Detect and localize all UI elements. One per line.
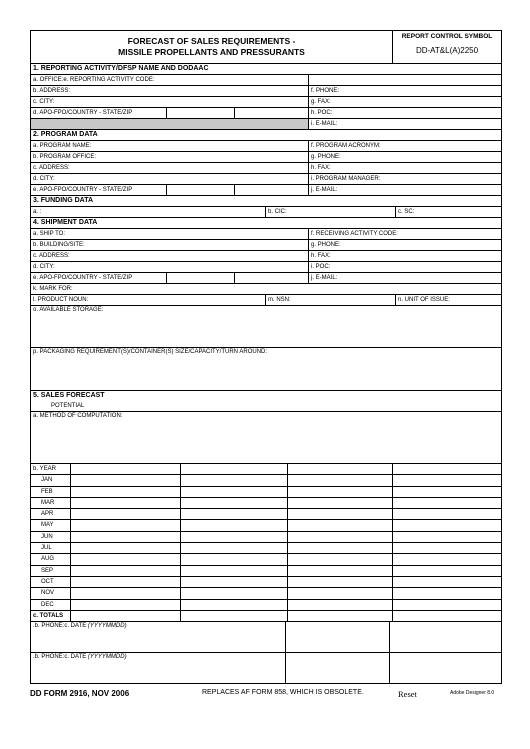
form-footer — [30, 684, 502, 704]
s1-row-d — [31, 108, 501, 119]
month-cell[interactable] — [288, 509, 393, 519]
month-label: NOV — [31, 588, 71, 598]
year-label: b. YEAR — [31, 464, 71, 474]
signature-row-2 — [31, 653, 501, 683]
potential-label: POTENTIAL — [51, 403, 85, 409]
program-zip-field[interactable] — [235, 185, 309, 195]
building-site-field[interactable]: b. BUILDING/SITE: — [31, 240, 309, 250]
year-cell-4[interactable] — [393, 464, 501, 474]
month-cell[interactable] — [71, 577, 181, 587]
month-row — [31, 554, 501, 565]
shaded-cell — [31, 119, 309, 129]
address-field[interactable]: b. ADDRESS: — [31, 86, 309, 96]
sig2-date-format: (YYYYMMDD) — [87, 654, 127, 661]
month-cell[interactable] — [181, 600, 288, 610]
month-cell[interactable] — [181, 487, 288, 497]
section-5-heading: 5. SALES FORECAST — [31, 391, 501, 401]
sig1-cell-2[interactable] — [286, 622, 390, 652]
s2-row-c — [31, 163, 501, 174]
s4-row-b — [31, 240, 501, 251]
sig2-cell-2[interactable] — [286, 653, 390, 683]
s1-row-c — [31, 97, 501, 108]
month-cell[interactable] — [181, 554, 288, 564]
month-row — [31, 566, 501, 577]
funding-a-field[interactable]: a. : — [31, 207, 266, 217]
month-cell[interactable] — [288, 588, 393, 598]
office-label: a. OFFICE: — [33, 77, 64, 83]
s1-row-a — [31, 75, 501, 86]
program-office-field[interactable]: b. PROGRAM OFFICE: — [31, 152, 309, 162]
month-cell[interactable] — [288, 543, 393, 553]
program-acronym-field[interactable]: f. PROGRAM ACRONYM: — [311, 143, 381, 149]
year-cell-2[interactable] — [181, 464, 288, 474]
form-frame — [30, 30, 502, 684]
rcs-value: DD-AT&L(A)2250 — [415, 46, 479, 55]
month-cell[interactable] — [71, 543, 181, 553]
month-cell[interactable] — [71, 600, 181, 610]
month-label: SEP — [31, 566, 71, 576]
office-field[interactable] — [31, 75, 309, 85]
month-cell[interactable] — [181, 543, 288, 553]
program-state-field[interactable] — [167, 185, 235, 195]
month-cell[interactable] — [393, 566, 501, 576]
month-row — [31, 600, 501, 611]
totals-label: c. TOTALS — [31, 611, 71, 621]
program-manager-field[interactable]: i. PROGRAM MANAGER: — [311, 176, 381, 182]
ship-zip-field[interactable] — [235, 273, 309, 283]
month-cell[interactable] — [71, 487, 181, 497]
nsn-field[interactable]: m. NSN: — [266, 295, 396, 305]
month-row — [31, 520, 501, 531]
month-cell[interactable] — [71, 588, 181, 598]
year-cell-1[interactable] — [71, 464, 181, 474]
sig2-phone-field[interactable] — [31, 653, 286, 683]
month-label: JUN — [31, 532, 71, 542]
month-cell[interactable] — [393, 520, 501, 530]
report-control-symbol — [392, 31, 501, 63]
s4-row-a — [31, 229, 501, 240]
month-cell[interactable] — [181, 520, 288, 530]
fax-field[interactable]: g. FAX: — [311, 99, 331, 105]
month-cell[interactable] — [393, 509, 501, 519]
month-cell[interactable] — [288, 577, 393, 587]
month-cell[interactable] — [393, 554, 501, 564]
ship-fax-field[interactable]: h. FAX: — [311, 253, 331, 259]
totals-cell-1[interactable] — [71, 611, 181, 621]
method-of-computation-field[interactable]: a. METHOD OF COMPUTATION: — [31, 412, 501, 464]
month-row — [31, 588, 501, 599]
month-cell[interactable] — [181, 566, 288, 576]
month-cell[interactable] — [288, 475, 393, 485]
year-cell-3[interactable] — [288, 464, 393, 474]
month-label: MAY — [31, 520, 71, 530]
month-cell[interactable] — [288, 566, 393, 576]
month-cell[interactable] — [288, 532, 393, 542]
receiving-activity-code-field[interactable]: f. RECEIVING ACTIVITY CODE: — [311, 231, 398, 237]
sig1-phone-label: .b. PHONE: — [33, 623, 65, 630]
month-row — [31, 543, 501, 554]
replaces-note: REPLACES AF FORM 858, WHICH IS OBSOLETE. — [202, 689, 364, 697]
sig1-date-label: c. DATE — [64, 623, 88, 630]
month-label: FEB — [31, 487, 71, 497]
month-label: APR — [31, 509, 71, 519]
s4-row-l — [31, 295, 501, 306]
city-field[interactable]: c. CITY: — [31, 97, 309, 107]
month-row — [31, 532, 501, 543]
month-cell[interactable] — [181, 588, 288, 598]
month-cell[interactable] — [181, 577, 288, 587]
program-phone-field[interactable]: g. PHONE: — [311, 154, 341, 160]
totals-cell-3[interactable] — [288, 611, 393, 621]
apo-zip-field[interactable] — [235, 108, 309, 118]
month-row — [31, 475, 501, 486]
month-cell[interactable] — [288, 554, 393, 564]
potential-row — [31, 401, 501, 412]
available-storage-field[interactable]: o. AVAILABLE STORAGE: — [31, 306, 501, 348]
s1-row-i — [31, 119, 501, 130]
form-header — [31, 31, 501, 64]
form-page — [30, 30, 502, 704]
sig2-phone-label: .b. PHONE: — [33, 654, 65, 661]
month-row — [31, 577, 501, 588]
month-label: JUL — [31, 543, 71, 553]
mark-for-field[interactable]: k. MARK FOR: — [33, 286, 73, 292]
s1-row-b — [31, 86, 501, 97]
month-label: OCT — [31, 577, 71, 587]
reporting-activity-code-label: e. REPORTING ACTIVITY CODE: — [63, 77, 155, 83]
rcs-label: REPORT CONTROL SYMBOL — [401, 33, 493, 40]
month-cell[interactable] — [71, 566, 181, 576]
month-label: MAR — [31, 498, 71, 508]
ship-to-field[interactable]: a. SHIP TO: — [31, 229, 309, 239]
s1-blank-right[interactable] — [309, 75, 501, 85]
month-cell[interactable] — [181, 532, 288, 542]
month-label: JAN — [31, 475, 71, 485]
ship-address-field[interactable]: c. ADDRESS: — [31, 251, 309, 261]
month-cell[interactable] — [393, 588, 501, 598]
s4-row-k — [31, 284, 501, 295]
month-row — [31, 498, 501, 509]
packaging-requirement-field[interactable]: p. PACKAGING REQUIREMENT(S)/CONTAINER(S) SIZE/CAPACITY/TURN AROUND: — [31, 348, 501, 391]
sc-field[interactable]: c. SC: — [398, 209, 415, 215]
s2-row-a — [31, 141, 501, 152]
month-cell[interactable] — [288, 498, 393, 508]
ship-email-field[interactable]: j. E-MAIL: — [311, 275, 338, 281]
s4-row-c — [31, 251, 501, 262]
adobe-designer-note: Adobe Designer 8.0 — [450, 690, 495, 697]
sig1-date-format: (YYYYMMDD) — [87, 623, 127, 630]
s2-row-e — [31, 185, 501, 196]
year-row — [31, 464, 501, 475]
ship-city-field[interactable]: d. CITY: — [31, 262, 309, 272]
apo-state-field[interactable] — [167, 108, 235, 118]
month-cell[interactable] — [71, 554, 181, 564]
month-cell[interactable] — [71, 498, 181, 508]
poc-field[interactable]: h. POC: — [311, 110, 333, 116]
section-1-heading: 1. REPORTING ACTIVITY/DFSP NAME AND DODAAC — [31, 64, 501, 75]
program-apo-field[interactable]: e. APO-FPO/COUNTRY - STATE/ZIP — [31, 185, 167, 195]
ship-poc-field[interactable]: i. POC: — [311, 264, 331, 270]
phone-field[interactable]: f. PHONE: — [311, 88, 340, 94]
month-cell[interactable] — [393, 577, 501, 587]
month-cell[interactable] — [393, 487, 501, 497]
cic-field[interactable]: b. CIC: — [266, 207, 396, 217]
month-row — [31, 509, 501, 520]
section-3-heading: 3. FUNDING DATA — [31, 196, 501, 207]
product-noun-field[interactable]: l. PRODUCT NOUN: — [31, 295, 266, 305]
sig2-date-label: c. DATE — [64, 654, 88, 661]
email-field[interactable]: i. E-MAIL: — [311, 121, 338, 127]
totals-cell-4[interactable] — [393, 611, 501, 621]
program-name-field[interactable]: a. PROGRAM NAME: — [31, 141, 309, 151]
month-cell[interactable] — [393, 543, 501, 553]
unit-of-issue-field[interactable]: n. UNIT OF ISSUE: — [398, 297, 450, 303]
ship-state-field[interactable] — [167, 273, 235, 283]
month-cell[interactable] — [71, 520, 181, 530]
form-number: DD FORM 2916, NOV 2006 — [30, 689, 130, 699]
sig1-cell-3[interactable] — [390, 622, 501, 652]
s2-row-b — [31, 152, 501, 163]
month-cell[interactable] — [71, 509, 181, 519]
title-line-2: MISSILE PROPELLANTS AND PRESSURANTS — [118, 47, 305, 57]
month-cell[interactable] — [393, 475, 501, 485]
program-address-field[interactable]: c. ADDRESS: — [31, 163, 309, 173]
s4-row-d — [31, 262, 501, 273]
s4-row-e — [31, 273, 501, 284]
form-title — [31, 31, 392, 63]
sig1-phone-field[interactable] — [31, 622, 286, 652]
s3-row — [31, 207, 501, 218]
section-2-heading: 2. PROGRAM DATA — [31, 130, 501, 141]
month-cell[interactable] — [71, 532, 181, 542]
month-cell[interactable] — [393, 498, 501, 508]
month-cell[interactable] — [288, 520, 393, 530]
ship-phone-field[interactable]: g. PHONE: — [311, 242, 341, 248]
month-cell[interactable] — [393, 532, 501, 542]
signature-row-1 — [31, 622, 501, 653]
month-cell[interactable] — [288, 600, 393, 610]
reset-button[interactable]: Reset — [398, 689, 417, 700]
month-cell[interactable] — [181, 475, 288, 485]
month-rows — [31, 475, 501, 611]
totals-row — [31, 611, 501, 622]
month-cell[interactable] — [181, 509, 288, 519]
sig2-cell-3[interactable] — [390, 653, 501, 683]
program-city-field[interactable]: d. CITY: — [31, 174, 309, 184]
month-cell[interactable] — [288, 487, 393, 497]
title-line-1: FORECAST OF SALES REQUIREMENTS - — [127, 36, 296, 46]
month-cell[interactable] — [181, 498, 288, 508]
month-cell[interactable] — [71, 475, 181, 485]
apo-fpo-field[interactable]: d. APO-FPO/COUNTRY - STATE/ZIP — [31, 108, 167, 118]
program-fax-field[interactable]: h. FAX: — [311, 165, 331, 171]
program-email-field[interactable]: j. E-MAIL: — [311, 187, 338, 193]
s2-row-d — [31, 174, 501, 185]
month-label: DEC — [31, 600, 71, 610]
month-cell[interactable] — [393, 600, 501, 610]
month-row — [31, 487, 501, 498]
section-4-heading: 4. SHIPMENT DATA — [31, 218, 501, 229]
ship-apo-field[interactable]: e. APO-FPO/COUNTRY - STATE/ZIP — [31, 273, 167, 283]
month-label: AUG — [31, 554, 71, 564]
totals-cell-2[interactable] — [181, 611, 288, 621]
